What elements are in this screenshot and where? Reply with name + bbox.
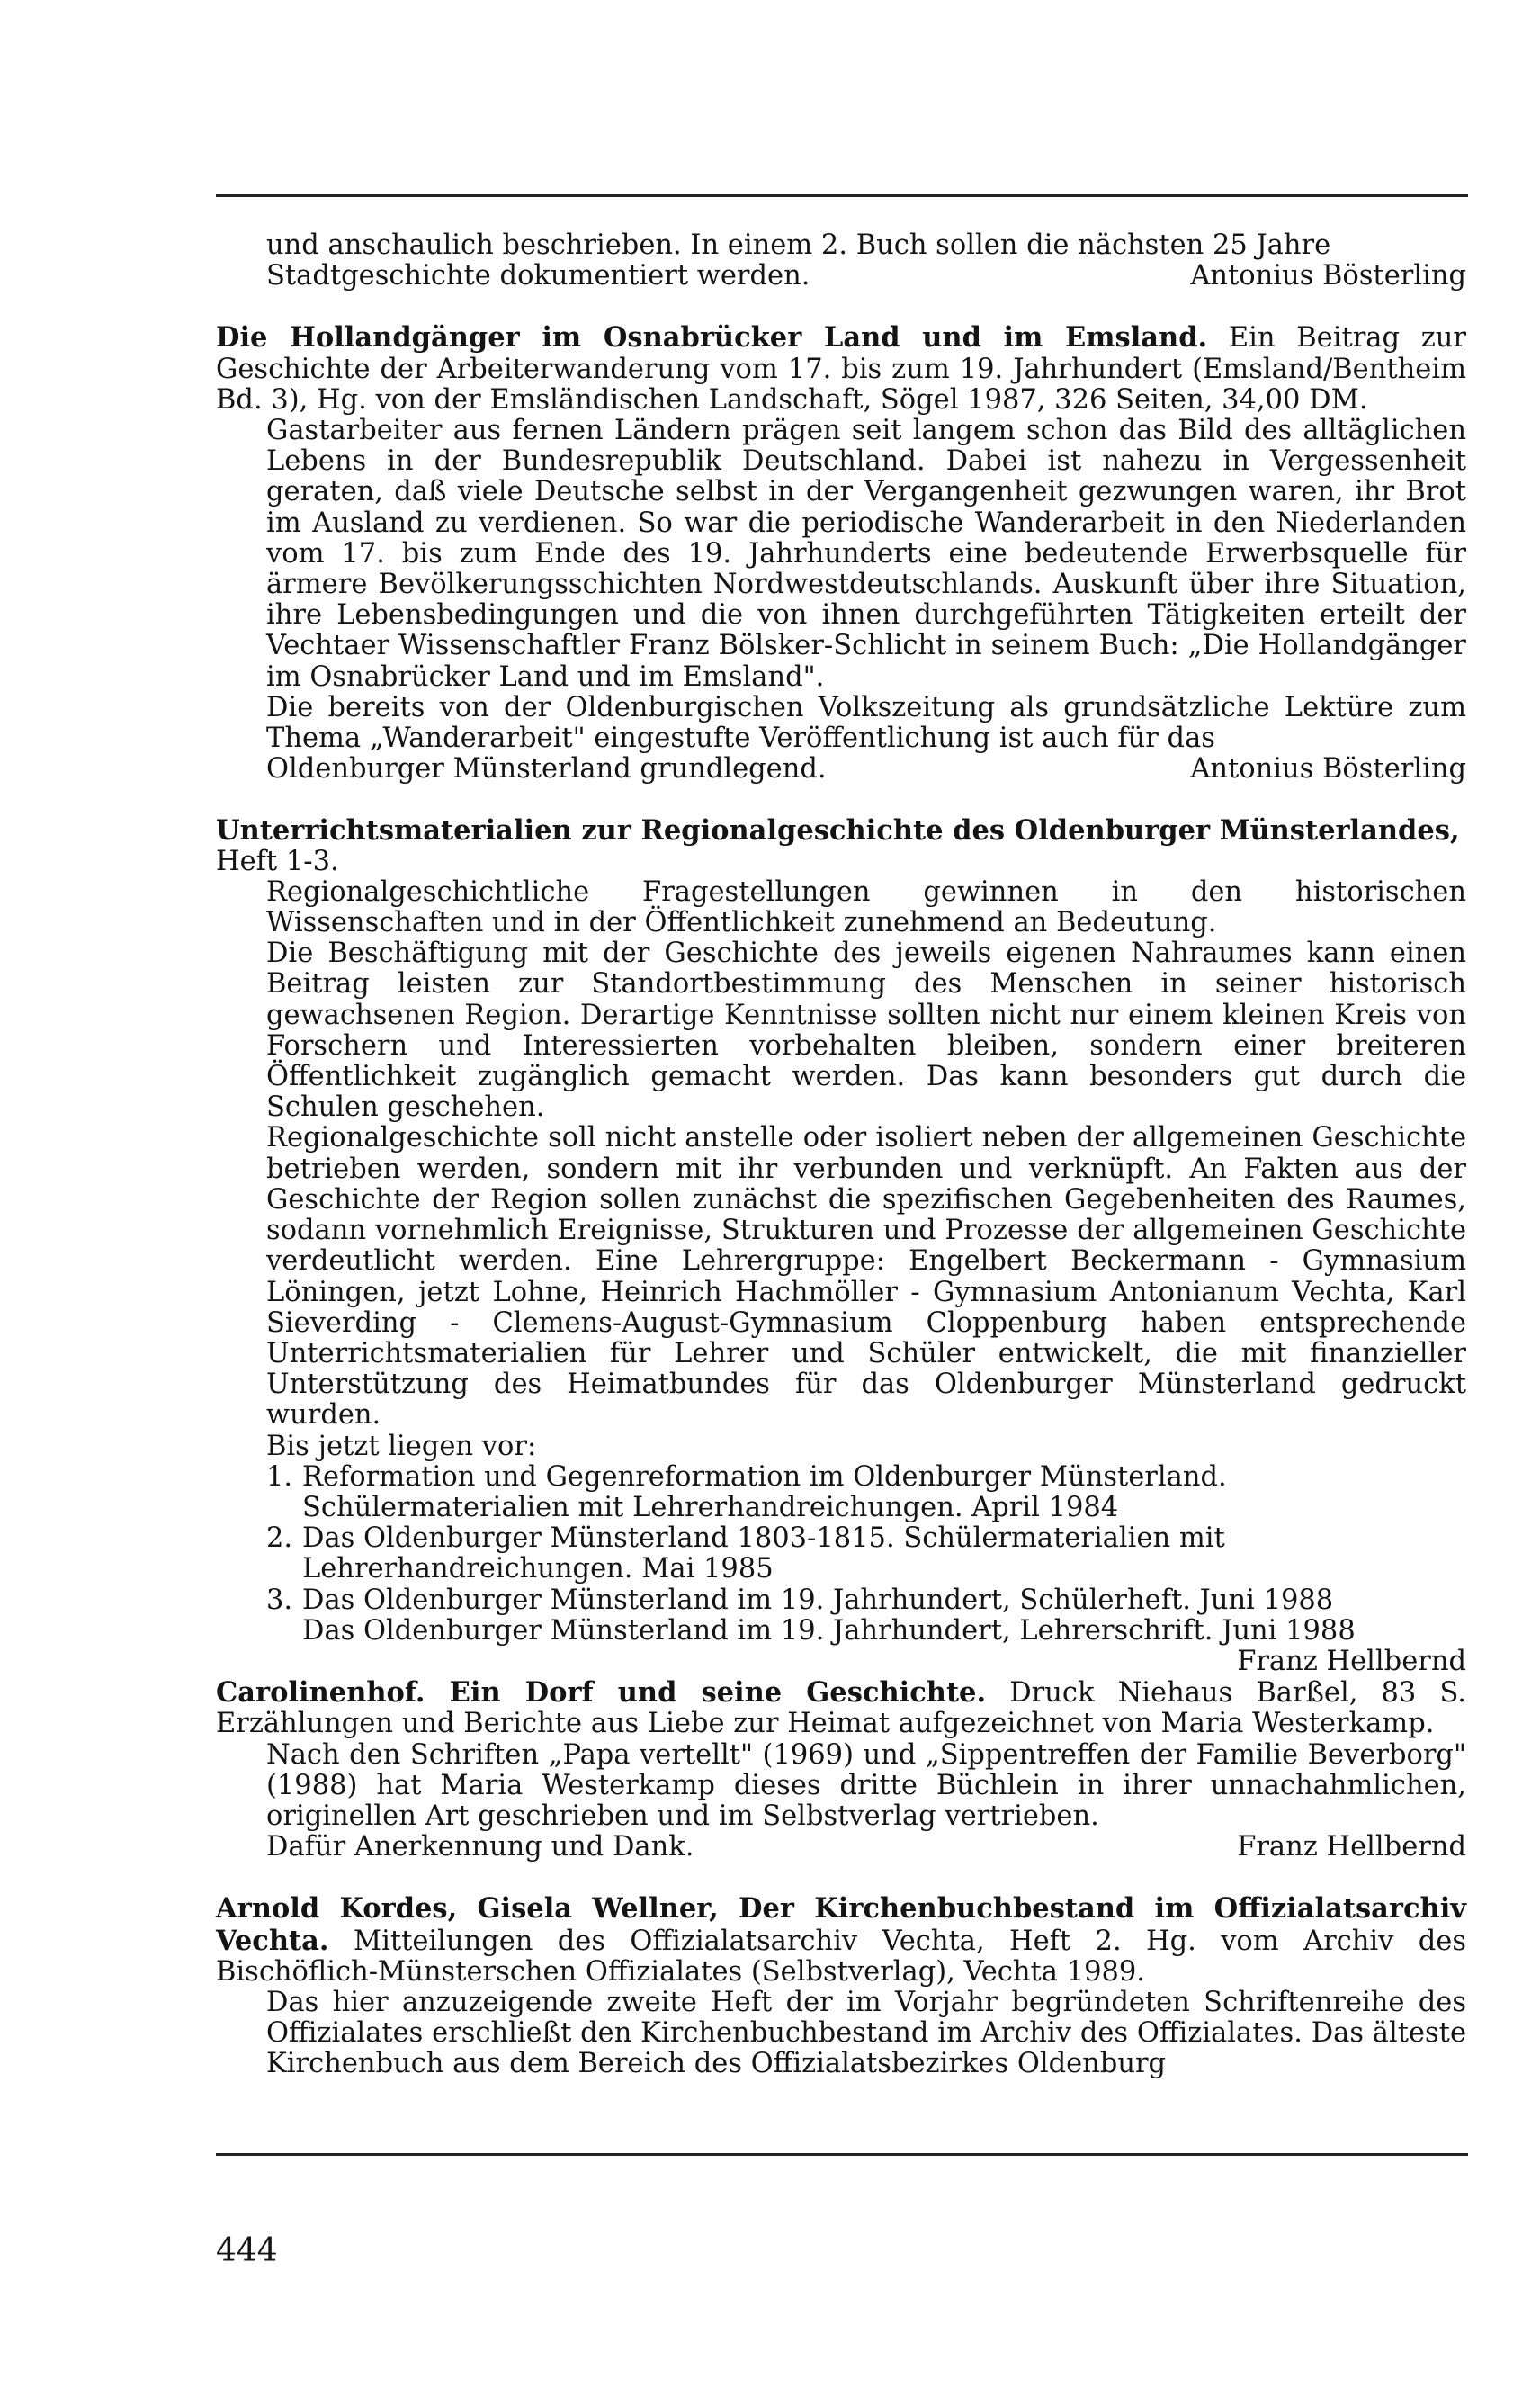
review-citation: Heft 1-3. [216,845,339,877]
review-heading [216,1893,1466,1988]
intro-line: und anschaulich beschrieben. In einem 2. Buch sollen die nächsten 25 Jahre [266,229,1331,261]
intro-last-line [216,261,1466,292]
review-last-line [216,1832,1466,1863]
review-last-line [216,754,1466,785]
materials-list [216,1462,1466,1616]
list-intro: Bis jetzt liegen vor: [266,1430,537,1462]
list-item [216,1585,1466,1616]
review-paragraph: Regionalgeschichte soll nicht anstelle oder isoliert neben der allgemeinen Geschichte betrieben werden, sondern mit ihr verbunden und verknüpft. An Fakten aus der Geschichte der Region sollen zunächst die spezifischen Gegebenheiten des Raumes, sodann vornehmlich Ereignisse, Strukturen und Prozesse der allgemeinen Geschichte verdeutlicht werden. Eine Lehrergruppe: Engelbert Beckermann - Gymnasium Löningen, jetzt Lohne, Heinrich Hachmöller - Gymnasium Antonianum Vechta, Karl Sieverding - Clemens-August-Gymnasium Cloppenburg haben entsprechende Unterrichtsmaterialien für Lehrer und Schüler entwickelt, die mit finanzieller Unterstützung des Heimatbundes für das Oldenburger Münsterland gedruckt wurden. [266,1122,1466,1432]
intro-continuation [216,230,1466,292]
list-item-number: 3. [266,1584,293,1616]
list-item-text: Das Oldenburger Münsterland 1803-1815. Schülermaterialien mit Lehrerhandreichungen. Mai 1985 [302,1522,1225,1585]
list-item-text: Das Oldenburger Münsterland im 19. Jahrhundert, Schülerheft. Juni 1988 [302,1584,1334,1616]
intro-signature: Antonius Bösterling [1190,260,1466,292]
review-title: Carolinenhof. Ein Dorf und seine Geschichte. [216,1676,987,1710]
review-paragraph: Gastarbeiter aus fernen Ländern prägen seit langem schon das Bild des alltäglichen Lebens in der Bundesrepublik Deutschland. Dabei ist nahezu in Vergessenheit geraten, daß viele Deutsche selbst in der Vergangenheit gezwungen waren, ihr Brot im Ausland zu verdienen. So war die periodische Wanderarbeit in den Niederlanden vom 17. bis zum Ende des 19. Jahrhunderts eine bedeutende Erwerbsquelle für ärmere Bevölkerungsschichten Nordwestdeutschlands. Auskunft über ihre Situation, ihre Lebensbedingungen und die von ihnen durchgeführten Tätigkeiten erteilt der Vechtaer Wissenschaftler Franz Bölsker-Schlicht in seinem Buch: „Die Hollandgänger im Osnabrücker Land und im Emsland". [266,415,1466,693]
list-item [216,1462,1466,1523]
review-paragraph: Die Beschäftigung mit der Geschichte des jeweils eigenen Nahraumes kann einen Beitrag leisten zur Standortbestimmung des Menschen in seiner historisch gewachsenen Region. Derartige Kenntnisse sollten nicht nur einem kleinen Kreis von Forschern und Interessierten vorbehalten bleiben, sondern einer breiteren Öffentlichkeit zugänglich gemacht werden. Das kann besonders gut durch die Schulen geschehen. [266,938,1466,1124]
review-text: Oldenburger Münsterland grundlegend. [266,753,827,786]
review-citation: Ein Beitrag zur Geschichte der Arbeiterwanderung vom 17. bis zum 19. Jahrhundert (Emsland/Bentheim Bd. 3), Hg. von der Emsländischen Landschaft, Sögel 1987, 326 Seiten, 34,00 DM. [216,322,1466,416]
page-content [216,230,1466,2080]
intro-text: Stadtgeschichte dokumentiert werden. [266,260,810,292]
review-title: Arnold Kordes, Gisela Wellner, Der Kirchenbuchbestand im Offizialatsarchiv Vechta. [216,1892,1466,1957]
review-signature: Franz Hellbernd [1237,1645,1466,1677]
review-signature: Antonius Bösterling [1190,753,1466,786]
review-carolinenhof [216,1677,1466,1863]
page-number: 444 [216,2232,278,2269]
review-paragraph: Das hier anzuzeigende zweite Heft der im Vorjahr begründeten Schriftenreihe des Offizialates erschließt den Kirchenbuchbestand im Archiv des Offizialates. Das älteste Kirchenbuch aus dem Bereich des Offizialatsbezirkes Oldenburg [266,1986,1466,2080]
review-paragraph: Regionalgeschichtliche Fragestellungen gewinnen in den historischen Wissenschaften und in der Öffentlichkeit zunehmend an Bedeutung. [266,875,1466,939]
review-title: Unterrichtsmaterialien zur Regionalgeschichte des Oldenburger Münsterlandes, [216,814,1460,848]
list-item-subline: Das Oldenburger Münsterland im 19. Jahrhundert, Lehrerschrift. Juni 1988 [302,1614,1356,1647]
list-item-number: 2. [266,1522,293,1555]
review-hollandgaenger [216,322,1466,785]
review-title: Die Hollandgänger im Osnabrücker Land und im Emsland. [216,321,1208,355]
bottom-rule [216,2153,1468,2156]
review-heading [216,322,1466,416]
list-item [216,1523,1466,1585]
review-paragraph: Nach den Schriften „Papa vertellt" (1969) und „Sippentreffen der Familie Beverborg" (1988) hat Maria Westerkamp dieses dritte Büchlein in ihrer unnachahmlichen, originellen Art geschrieben und im Selbstverlag vertrieben. [266,1738,1466,1832]
review-kirchenbuchbestand [216,1893,1466,2079]
review-heading [216,1677,1466,1739]
review-citation: Druck Niehaus Barßel, 83 S. Erzählungen und Berichte aus Liebe zur Heimat aufgezeichnet von Maria Westerkamp. [216,1677,1466,1740]
review-text: Dafür Anerkennung und Dank. [266,1831,694,1863]
top-rule [216,194,1468,197]
review-unterrichtsmaterialien [216,815,1466,1677]
list-item-number: 1. [266,1460,293,1493]
review-signature: Franz Hellbernd [1237,1831,1466,1863]
review-paragraph: Die bereits von der Oldenburgischen Volkszeitung als grundsätzliche Lektüre zum Thema „Wanderarbeit" eingestufte Veröffentlichung ist auch für das [266,691,1466,755]
list-item-text: Reformation und Gegenreformation im Oldenburger Münsterland. Schülermaterialien mit Lehrerhandreichungen. April 1984 [302,1460,1227,1523]
review-signature-line [216,1647,1466,1677]
review-citation: Mitteilungen des Offizialatsarchiv Vechta, Heft 2. Hg. vom Archiv des Bischöflich-Münsterschen Offizialates (Selbstverlag), Vechta 1989. [216,1925,1466,1988]
